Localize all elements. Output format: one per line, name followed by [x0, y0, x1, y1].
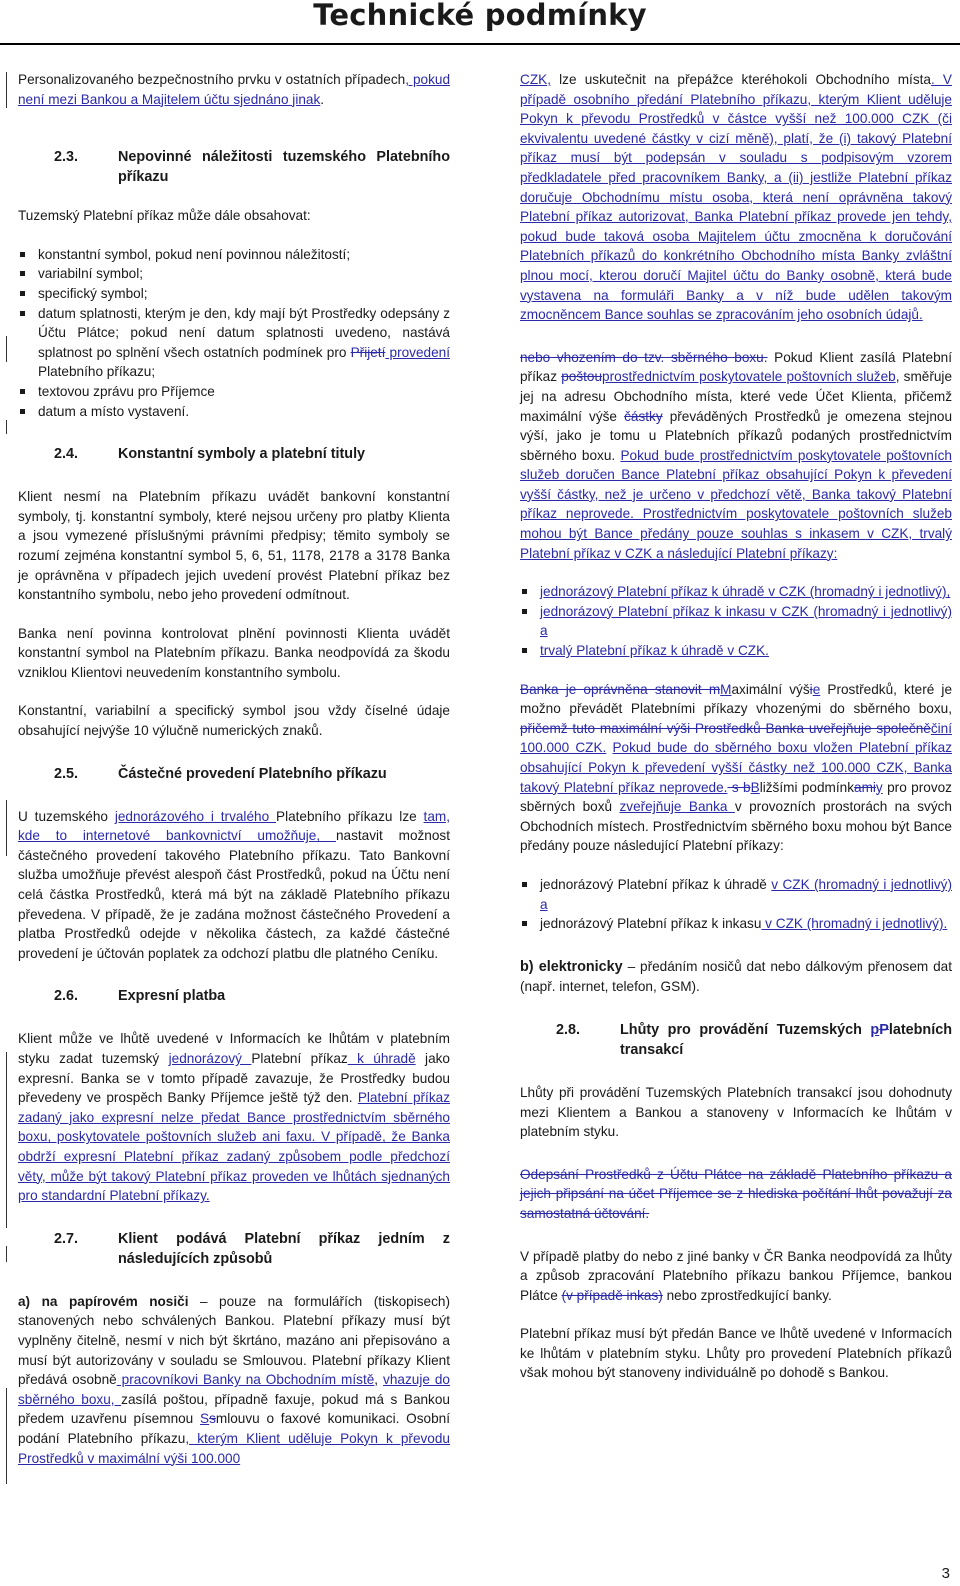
list-item: variabilní symbol; [18, 264, 450, 284]
paragraph: nebo vhozením do tzv. sběrného boxu. Pokud Klient zasílá Platební příkaz poštouprostřednictvím poskytovatele poštovních služeb, směřuje jej na adresu Obchodního místa, které vede Účet Klienta, přičemž maximální výše částky převáděných Prostředků je omezena stejnou výší, jako je tomu u Platebních příkazů podaných prostřednictvím sběrného boxu. Pokud bude prostřednictvím poskytovatele poštovních služeb doručen Bance Platební příkaz obsahující Pokyn k převedení vyšší částky, než je určeno v předchozí větě, Banka takový Platební příkaz neprovede. Prostřednictvím poskytovatele poštovních služeb mohou být Bance předány pouze souhlas s inkasem v CZK, trvalý Platební příkaz v CZK a následující Platební příkazy: [520, 349, 953, 561]
list-item: jednorázový Platební příkaz k úhradě v CZK (hromadný i jednotlivý), [520, 582, 952, 602]
bullet-list [520, 582, 952, 660]
list-item: textovou zprávu pro Příjemce [18, 382, 450, 402]
paragraph: Odepsání Prostředků z Účtu Plátce na základě Platebního příkazu a jejich připsání na účet Příjemce se z hlediska počítání lhůt považují za samostatná účtování. [520, 1166, 952, 1221]
section-heading-2-6: 2.6. Expresní platba [54, 988, 226, 1005]
paragraph: Lhůty při provádění Tuzemských Platebních transakcí jsou dohodnuty mezi Klientem a Bankou a stanoveny v Informacích ke lhůtám v platebním styku. [520, 1084, 952, 1140]
list-item: datum splatnosti, kterým je den, kdy mají být Prostředky odepsány z Účtu Plátce; pokud není datum splatnosti uvedeno, nastává splatnost po splnění všech ostatních podmínek pro Přijetí provedení Platebního příkazu; [18, 304, 450, 382]
list-item: konstantní symbol, pokud není povinnou náležitostí; [18, 245, 450, 265]
paragraph: Banka je oprávněna stanovit mMaximální výšie Prostředků, které je možno převádět Platebními příkazy vhozenými do sběrného boxu, přičemž tuto maximální výši Prostředků Banka uveřejňuje společněčiní 100.000 CZK. Pokud bude do sběrného boxu vložen Platební příkaz obsahující Pokyn k převedení vyšší částky než 100.000 CZK, Banka takový Platební příkaz neprovede. s bBližšími podmínkamiy pro provoz sběrných boxů zveřejňuje Banka v provozních prostorách na svých Obchodních místech. Prostřednictvím sběrného boxu mohou být Bance předány pouze následující Platební příkazy: [520, 681, 953, 854]
paragraph: a) na papírovém nosiči – pouze na formulářích (tiskopisech) stanovených nebo schválených Bankou. Platební příkazy musí být vyplněny čitelně, nesmí v nich být škrtáno, mazáno ani přepisováno a musí být autorizovány v souladu se Smlouvou. Platební příkazy Klient předává osobně pracovníkovi Banky na Obchodním místě, vhazuje do sběrného boxu, zasílá poštou, případně faxuje, pokud má s Bankou předem uzavřenu písemnou Ssmlouvu o faxové komunikaci. Osobní podání Platebního příkazu, kterým Klient uděluje Pokyn k převodu Prostředků v maximální výši 100.000 [18, 1293, 450, 1466]
revision-bar [6, 1246, 7, 1262]
section-heading-2-8: 2.8. Lhůty pro provádění Tuzemských pPlatebních transakcí [556, 1021, 952, 1058]
paragraph: CZK, lze uskutečnit na přepážce kteréhokoli Obchodního místa. V případě osobního předání Platebního příkazu, kterým Klient uděluje Pokyn k převodu Prostředků v částce vyšší než 100.000 CZK (či ekvivalentu uvedené částky v cizí měně), platí, že (i) takový Platební příkaz musí být podepsán v souladu s podpisovým vzorem předkladatele před pracovníkem Banky, a (ii) jestliže Platební příkaz doručuje Obchodnímu místu osoba, která není oprávněna takový Platební příkaz autorizovat, Banka Platební příkaz provede jen tehdy, pokud bude taková osoba Majitelem účtu zmocněna k doručování Platebních příkazů do konkrétního Obchodního místa Banky zvláštní plnou mocí, kterou doručí Majitel účtu do Banky osobně, která bude vystavena na formuláři Banky a v níž bude udělen takovým zmocněncem Bance souhlas se zpracováním jeho osobních údajů. [520, 72, 953, 323]
paragraph: Klient může ve lhůtě uvedené v Informacích ke lhůtám v platebním styku zadat tuzemský jednorázový Platební příkaz k úhradě jako expresní. Banka se v tomto případě zavazuje, že Prostředky budou převedeny ve prospěch Banky Příjemce ještě týž den. Platební příkaz zadaný jako expresní nelze předat Bance prostřednictvím sběrného boxu, poskytovatele poštovních služeb ani faxu. V případě, že Banka obdrží expresní Platební příkaz zadaný způsobem podle předchozí věty, může být takový Platební příkaz proveden ve lhůtách sjednaných pro standardní Platební příkazy. [18, 1031, 450, 1204]
page-number: 3 [941, 1565, 950, 1583]
title-divider [0, 43, 960, 45]
section-heading-2-7: 2.7. Klient podává Platební příkaz jedním z následujících způsobů [54, 1230, 450, 1267]
list-item: jednorázový Platební příkaz k úhradě v CZK (hromadný i jednotlivý) a [520, 875, 952, 914]
list-item: trvalý Platební příkaz k úhradě v CZK. [520, 641, 952, 661]
paragraph: Konstantní, variabilní a specifický symbol jsou vždy číselné údaje obsahující nejvýše 10 výlučně numerických znaků. [18, 703, 450, 739]
revision-bar [6, 420, 7, 434]
revision-bar [6, 800, 7, 856]
list-item: jednorázový Platební příkaz k inkasu v CZK (hromadný i jednotlivý). [520, 914, 952, 934]
section-heading-2-5: 2.5. Částečné provedení Platebního příkazu [54, 765, 387, 782]
paragraph: U tuzemského jednorázového i trvalého Platebního příkazu lze tam, kde to internetové bankovnictví umožňuje, nastavit možnost částečného provedení takového Platebního příkazu. Tato Bankovní služba umožňuje převést alespoň část Prostředků, pokud na Účtu není celá částka Prostředků, která má být na základě Platebního příkazu převedena. V případě, že je zadána možnost částečného Provedení a platba Prostředků odejde v několika částech, za každé částečné provedení je účtován poplatek za odchozí platbu dle platného Ceníku. [18, 808, 451, 961]
list-item: specifický symbol; [18, 284, 450, 304]
list-item: jednorázový Platební příkaz k inkasu v CZK (hromadný i jednotlivý) a [520, 602, 952, 641]
section-heading-2-4: 2.4. Konstantní symboly a platební tituly [54, 446, 366, 463]
bullet-list [18, 245, 450, 421]
paragraph: Klient nesmí na Platebním příkazu uvádět bankovní konstantní symboly, tj. konstantní symboly, které nejsou určeny pro platby Klienta a jsou vymezené příslušnými právními předpisy; těmito symboly se rozumí zejména konstantní symbol 5, 6, 51, 1178, 2178 a 3178 Banka je oprávněna v případech jejich uvedení provést Platební příkaz bez konstantního symbolu, nebo jeho provedení odmítnout. [18, 489, 450, 603]
paragraph: V případě platby do nebo z jiné banky v ČR Banka neodpovídá za lhůty a způsob zpracování Platebního příkazu bankou Příjemce, bankou Plátce (v případě inkas) nebo zprostředkující banky. [520, 1248, 952, 1303]
page-title: Technické podmínky [313, 0, 647, 32]
bullet-list [520, 875, 952, 934]
left-column [18, 70, 450, 1468]
paragraph: Platební příkaz musí být předán Bance ve lhůtě uvedené v Informacích ke lhůtám v platebním styku. Lhůty pro provedení Platebních příkazů však mohou být stanoveny individuálně po dohodě s Bankou. [520, 1326, 952, 1381]
paragraph: Tuzemský Platební příkaz může dále obsahovat: [18, 208, 311, 224]
revision-bar [6, 1052, 7, 1228]
paragraph: b) elektronicky – předáním nosičů dat nebo dálkovým přenosem dat (např. internet, telefon, GSM). [520, 958, 952, 995]
right-column [520, 70, 952, 1383]
list-item: datum a místo vystavení. [18, 402, 450, 422]
paragraph: Personalizovaného bezpečnostního prvku v ostatních případech, pokud není mezi Bankou a Majitelem účtu sjednáno jinak. [18, 72, 451, 107]
section-heading-2-3: 2.3. Nepovinné náležitosti tuzemského Platebního příkazu [54, 149, 450, 186]
revision-bar [6, 1388, 7, 1484]
paragraph: Banka není povinna kontrolovat plnění povinnosti Klienta uvádět konstantní symbol na Platebním příkazu. Banka neodpovídá za škodu vzniklou Klientovi neuvedením konstantního symbolu. [18, 625, 450, 680]
revision-bar [6, 336, 7, 362]
revision-bar [6, 72, 7, 108]
